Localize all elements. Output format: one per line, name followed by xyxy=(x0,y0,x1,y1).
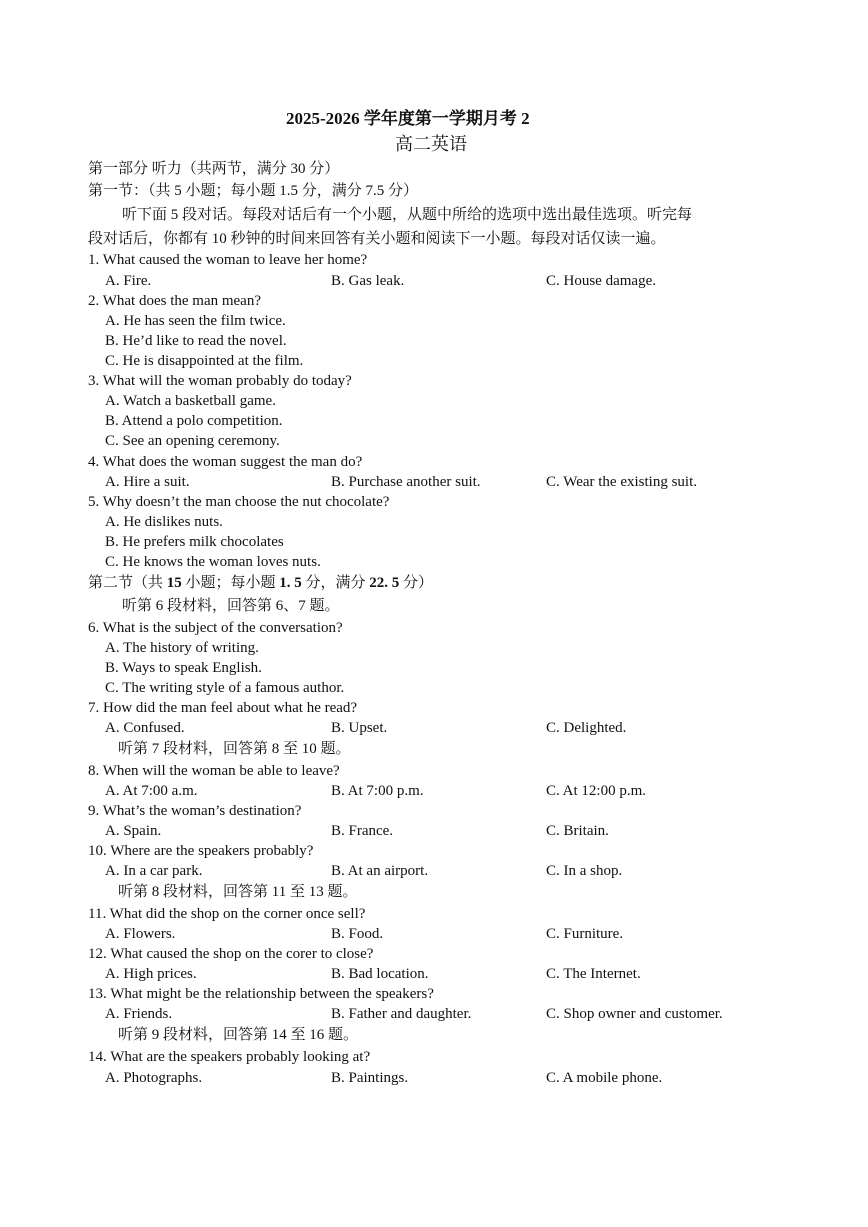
option-c: C. The writing style of a famous author. xyxy=(105,680,345,696)
option-c: C. The Internet. xyxy=(546,966,641,982)
option-a: A. Photographs. xyxy=(105,1070,203,1086)
question-stem: 2. What does the man mean? xyxy=(88,293,261,309)
exam-subject: 高二英语 xyxy=(395,134,467,154)
option-b: B. Father and daughter. xyxy=(331,1006,472,1022)
option-b: B. Ways to speak English. xyxy=(105,660,262,676)
option-c: C. Shop owner and customer. xyxy=(546,1006,723,1022)
material-9-instruction: 听第 9 段材料，回答第 14 至 16 题。 xyxy=(118,1027,359,1043)
option-b: B. At 7:00 p.m. xyxy=(331,783,424,799)
question-stem: 12. What caused the shop on the corer to close? xyxy=(88,946,374,962)
option-a: A. Friends. xyxy=(105,1006,173,1022)
option-a: A. Confused. xyxy=(105,720,185,736)
question-stem: 14. What are the speakers probably looking at? xyxy=(88,1049,371,1065)
option-a: A. The history of writing. xyxy=(105,640,259,656)
option-a: A. At 7:00 a.m. xyxy=(105,783,198,799)
option-a: A. Spain. xyxy=(105,823,162,839)
option-b: B. He’d like to read the novel. xyxy=(105,333,287,349)
question-stem: 11. What did the shop on the corner once sell? xyxy=(88,906,366,922)
option-c: C. Wear the existing suit. xyxy=(546,474,697,490)
section2-question-count: 15 xyxy=(166,575,182,591)
option-c: C. At 12:00 p.m. xyxy=(546,783,647,799)
option-a: A. Watch a basketball game. xyxy=(105,393,276,409)
question-stem: 13. What might be the relationship between the speakers? xyxy=(88,986,434,1002)
option-b: B. Upset. xyxy=(331,720,388,736)
option-c: C. Furniture. xyxy=(546,926,624,942)
question-stem: 9. What’s the woman’s destination? xyxy=(88,803,302,819)
exam-title: 2025-2026 学年度第一学期月考 2 xyxy=(286,109,530,128)
option-c: C. House damage. xyxy=(546,273,656,289)
question-stem: 10. Where are the speakers probably? xyxy=(88,843,314,859)
question-stem: 7. How did the man feel about what he read? xyxy=(88,700,358,716)
question-stem: 8. When will the woman be able to leave? xyxy=(88,763,340,779)
option-a: A. In a car park. xyxy=(105,863,203,879)
option-b: B. Food. xyxy=(331,926,384,942)
option-b: B. France. xyxy=(331,823,394,839)
option-a: A. He has seen the film twice. xyxy=(105,313,286,329)
question-stem: 1. What caused the woman to leave her home? xyxy=(88,252,368,268)
option-c: C. Britain. xyxy=(546,823,609,839)
part1-heading: 第一部分 听力（共两节，满分 30 分） xyxy=(88,161,340,177)
material-6-instruction: 听第 6 段材料，回答第 6、7 题。 xyxy=(122,598,340,614)
material-7-instruction: 听第 7 段材料，回答第 8 至 10 题。 xyxy=(118,741,351,757)
instructions-line1: 听下面 5 段对话。每段对话后有一个小题，从题中所给的选项中选出最佳选项。听完每 xyxy=(122,207,693,223)
option-b: B. Gas leak. xyxy=(331,273,405,289)
question-stem: 3. What will the woman probably do today? xyxy=(88,373,352,389)
option-b: B. Paintings. xyxy=(331,1070,409,1086)
question-stem: 4. What does the woman suggest the man do? xyxy=(88,454,363,470)
option-b: B. At an airport. xyxy=(331,863,429,879)
option-c: C. He knows the woman loves nuts. xyxy=(105,554,321,570)
option-c: C. In a shop. xyxy=(546,863,623,879)
section1-heading: 第一节：（共 5 小题；每小题 1.5 分，满分 7.5 分） xyxy=(88,183,419,199)
option-c: C. A mobile phone. xyxy=(546,1070,663,1086)
option-a: A. High prices. xyxy=(105,966,197,982)
option-a: A. Hire a suit. xyxy=(105,474,190,490)
option-c: C. See an opening ceremony. xyxy=(105,433,280,449)
option-b: B. Bad location. xyxy=(331,966,429,982)
section2-heading-post: 分） xyxy=(399,575,434,591)
option-b: B. He prefers milk chocolates xyxy=(105,534,284,550)
option-b: B. Purchase another suit. xyxy=(331,474,481,490)
option-c: C. Delighted. xyxy=(546,720,627,736)
option-a: A. Fire. xyxy=(105,273,152,289)
section2-points-each: 1. 5 xyxy=(279,575,302,591)
section2-total-points: 22. 5 xyxy=(369,575,400,591)
section2-heading xyxy=(88,573,433,593)
option-a: A. He dislikes nuts. xyxy=(105,514,223,530)
option-b: B. Attend a polo competition. xyxy=(105,413,283,429)
option-c: C. He is disappointed at the film. xyxy=(105,353,304,369)
question-stem: 6. What is the subject of the conversation? xyxy=(88,620,343,636)
question-stem: 5. Why doesn’t the man choose the nut chocolate? xyxy=(88,494,390,510)
section2-heading-pre: 第二节（共 xyxy=(88,575,167,591)
instructions-line2: 段对话后，你都有 10 秒钟的时间来回答有关小题和阅读下一小题。每段对话仅读一遍。 xyxy=(88,231,666,247)
section2-heading-mid2: 分，满分 xyxy=(301,575,370,591)
option-a: A. Flowers. xyxy=(105,926,176,942)
material-8-instruction: 听第 8 段材料，回答第 11 至 13 题。 xyxy=(118,884,358,900)
section2-heading-mid: 小题；每小题 xyxy=(181,575,280,591)
